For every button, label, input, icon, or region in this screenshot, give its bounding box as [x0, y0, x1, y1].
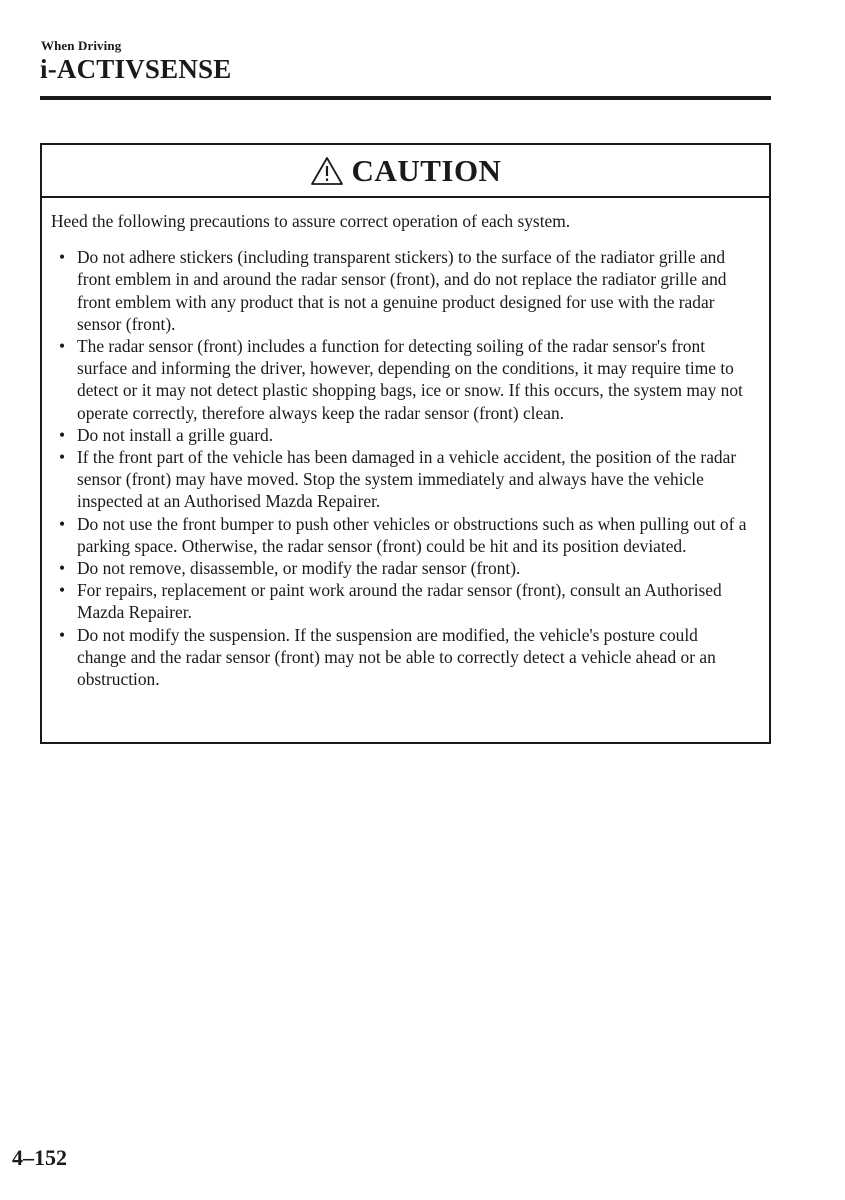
- bullet-marker: •: [59, 424, 66, 445]
- list-item-text: Do not use the front bumper to push other vehicles or obstructions such as when pulling out of a parking space. Otherwise, the radar sensor (front) could be hit and its position deviated.: [77, 513, 747, 556]
- bullet-marker: •: [59, 447, 66, 468]
- warning-triangle-icon: [310, 156, 344, 186]
- list-item-text: For repairs, replacement or paint work around the radar sensor (front), consult an Authorised Mazda Repairer.: [77, 580, 722, 623]
- list-item-text: If the front part of the vehicle has been damaged in a vehicle accident, the position of the radar sensor (front) may have moved. Stop the system immediately and always have the vehicle inspected at an Authorised Mazda Repairer.: [77, 447, 737, 512]
- caution-title: CAUTION: [351, 152, 502, 188]
- caution-body: [42, 198, 769, 690]
- bullet-marker: •: [59, 247, 66, 268]
- caution-box: [40, 143, 771, 744]
- bullet-marker: •: [59, 336, 66, 357]
- caution-intro: Heed the following precautions to assure correct operation of each system.: [51, 211, 571, 231]
- bullet-marker: •: [59, 580, 66, 601]
- page-title: i-ACTIVSENSE: [40, 54, 232, 84]
- bullet-marker: •: [59, 513, 66, 534]
- list-item: [51, 513, 757, 557]
- page-number: 4–152: [12, 1145, 67, 1170]
- list-item: [51, 424, 757, 446]
- list-item-text: Do not adhere stickers (including transparent stickers) to the surface of the radiator grille and front emblem in and around the radar sensor (front), and do not replace the radiator grille and front emblem with any product that is not a genuine product designed for use with the radar sensor (front).: [77, 247, 727, 334]
- list-item: [51, 579, 757, 623]
- list-item: [51, 624, 757, 691]
- list-item: [51, 557, 757, 579]
- caution-list: [51, 246, 757, 690]
- section-label: When Driving: [41, 38, 122, 53]
- list-item-text: Do not modify the suspension. If the suspension are modified, the vehicle's posture could change and the radar sensor (front) may not be able to correctly detect a vehicle ahead or an obstruction.: [77, 624, 716, 690]
- bullet-marker: •: [59, 624, 66, 645]
- list-item-text: The radar sensor (front) includes a function for detecting soiling of the radar sensor's front surface and informing the driver, however, depending on the conditions, it may require time to detect or it may not detect plastic shopping bags, ice or snow. If this occurs, the system may not operate correctly, therefore always keep the radar sensor (front) clean.: [77, 336, 743, 423]
- list-item-text: Do not remove, disassemble, or modify the radar sensor (front).: [77, 558, 521, 579]
- caution-header: [42, 145, 769, 198]
- list-item: [51, 246, 757, 335]
- header-divider: [40, 96, 771, 100]
- list-item: [51, 446, 757, 513]
- list-item: [51, 335, 757, 424]
- bullet-marker: •: [59, 558, 66, 579]
- list-item-text: Do not install a grille guard.: [77, 424, 274, 445]
